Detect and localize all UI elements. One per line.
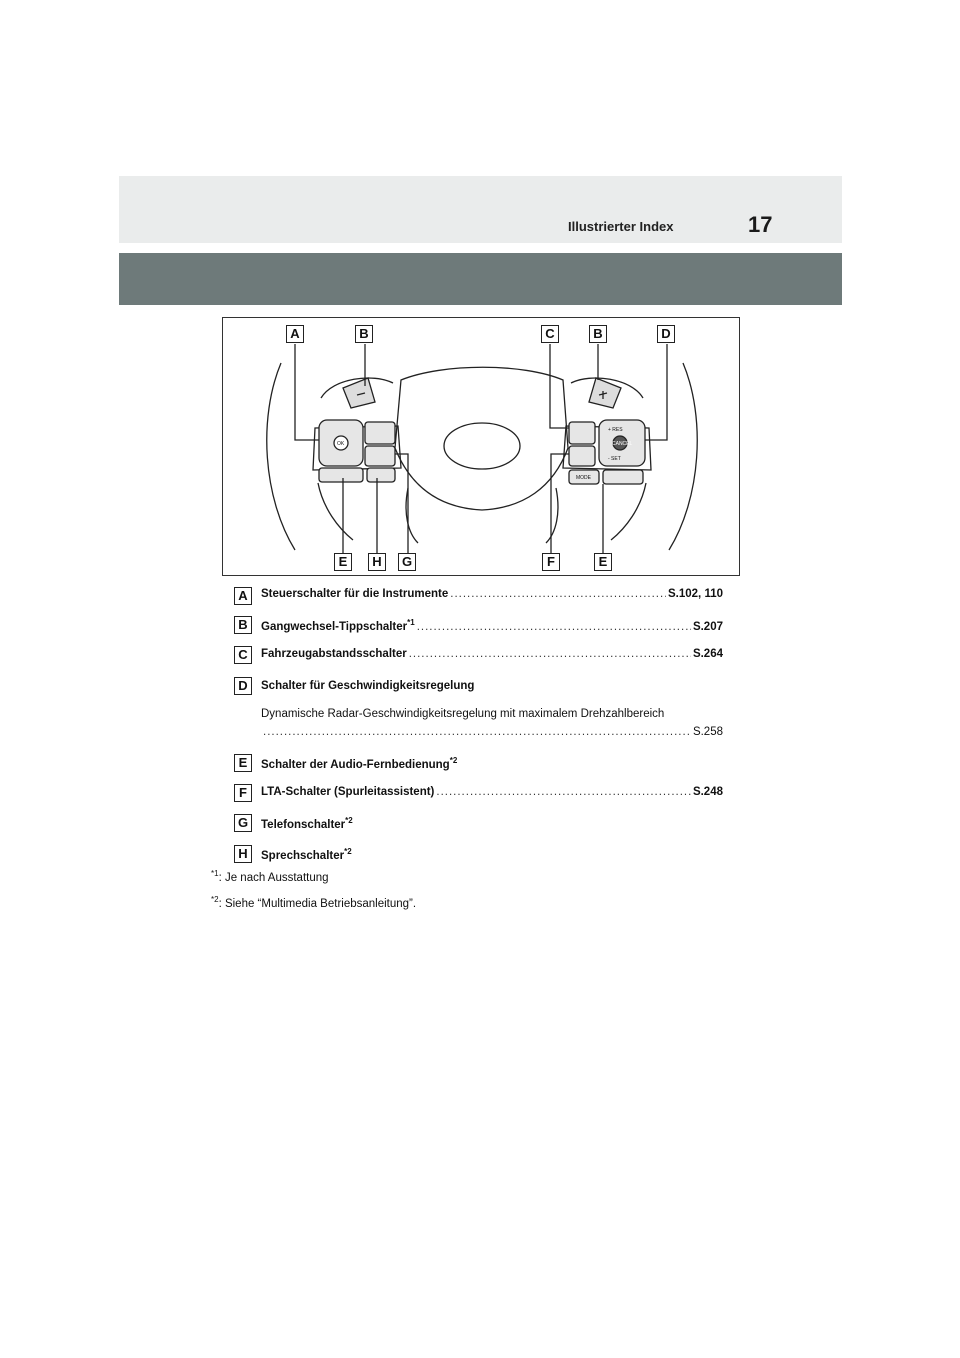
entry-g-text [261,816,353,831]
entry-c-text: Fahrzeugabstandsschalter [261,648,407,660]
entry-e-footnote-mark: *2 [449,756,458,765]
entry-f [261,786,723,798]
entry-a-page: S.102, 110 [668,588,723,600]
callout-top-b-right: B [589,325,607,343]
footnote-2-text: : Siehe “Multimedia Betriebsanleitung”. [218,897,417,910]
entry-letter-g: G [234,814,252,832]
entry-d-sub-page: S.258 [692,726,723,738]
callout-bottom-e-right: E [594,553,612,571]
entry-c-leader [409,648,691,660]
entry-letter-b: B [234,616,252,634]
steering-wheel-figure [222,317,740,576]
header-top-bar [119,176,842,243]
callout-top-a: A [286,325,304,343]
footnote-2 [211,895,416,910]
set-button-label: - SET [608,456,621,462]
entry-h-footnote-mark: *2 [344,847,352,856]
entry-b-leader [417,621,691,633]
entry-d-sub-text: Dynamische Radar-Geschwindigkeitsregelung mit maximalem Drehzahlbereich [261,708,665,720]
entry-f-leader [436,786,691,798]
entry-a [261,588,723,600]
entry-c [261,648,723,660]
callout-top-d: D [657,325,675,343]
footnote-1 [211,869,329,884]
entry-h-text [261,847,352,862]
entry-letter-h: H [234,845,252,863]
entry-g-label: Telefonschalter [261,818,346,831]
callout-top-b-left: B [355,325,373,343]
entry-a-leader [450,588,666,600]
callout-bottom-f: F [542,553,560,571]
entry-f-page: S.248 [692,786,723,798]
ok-button-label: OK [337,441,345,447]
entry-a-text: Steuerschalter für die Instrumente [261,588,449,600]
callout-bottom-h: H [368,553,386,571]
entry-h-label: Sprechschalter [261,849,345,862]
res-button-label: + RES [608,427,623,433]
callout-bottom-e-left: E [334,553,352,571]
entry-e-label: Schalter der Audio-Fernbedienung [261,758,450,771]
entry-d-sub-leader [263,726,691,738]
callout-bottom-g: G [398,553,416,571]
mode-button-label: MODE [576,475,591,481]
entry-d-text: Schalter für Geschwindigkeitsregelung [261,680,475,692]
entry-b-label: Gangwechsel-Tippschalter [261,620,408,633]
callout-top-c: C [541,325,559,343]
entry-d-sub-row [263,726,723,738]
entry-f-text: LTA-Schalter (Spurleitassistent) [261,786,435,798]
entry-letter-d: D [234,677,252,695]
footnote-1-text: : Je nach Ausstattung [218,871,329,884]
page-number: 17 [748,212,773,237]
footnote-1-mark: *1 [211,869,219,878]
entry-b [261,618,723,633]
entry-letter-f: F [234,784,252,802]
steering-wheel-drawing [223,318,739,575]
entry-letter-c: C [234,646,252,664]
cancel-button-label: CANCEL [612,441,633,447]
entry-b-text [261,618,415,633]
entry-g-footnote-mark: *2 [345,816,353,825]
section-title: Illustrierter Index [568,219,674,234]
entry-e-text [261,756,457,771]
footnote-2-mark: *2 [211,895,219,904]
entry-c-page: S.264 [692,648,723,660]
entry-b-page: S.207 [692,620,723,633]
entry-b-footnote-mark: *1 [407,618,415,627]
entry-letter-a: A [234,587,252,605]
entry-letter-e: E [234,754,252,772]
header-band [119,253,842,305]
